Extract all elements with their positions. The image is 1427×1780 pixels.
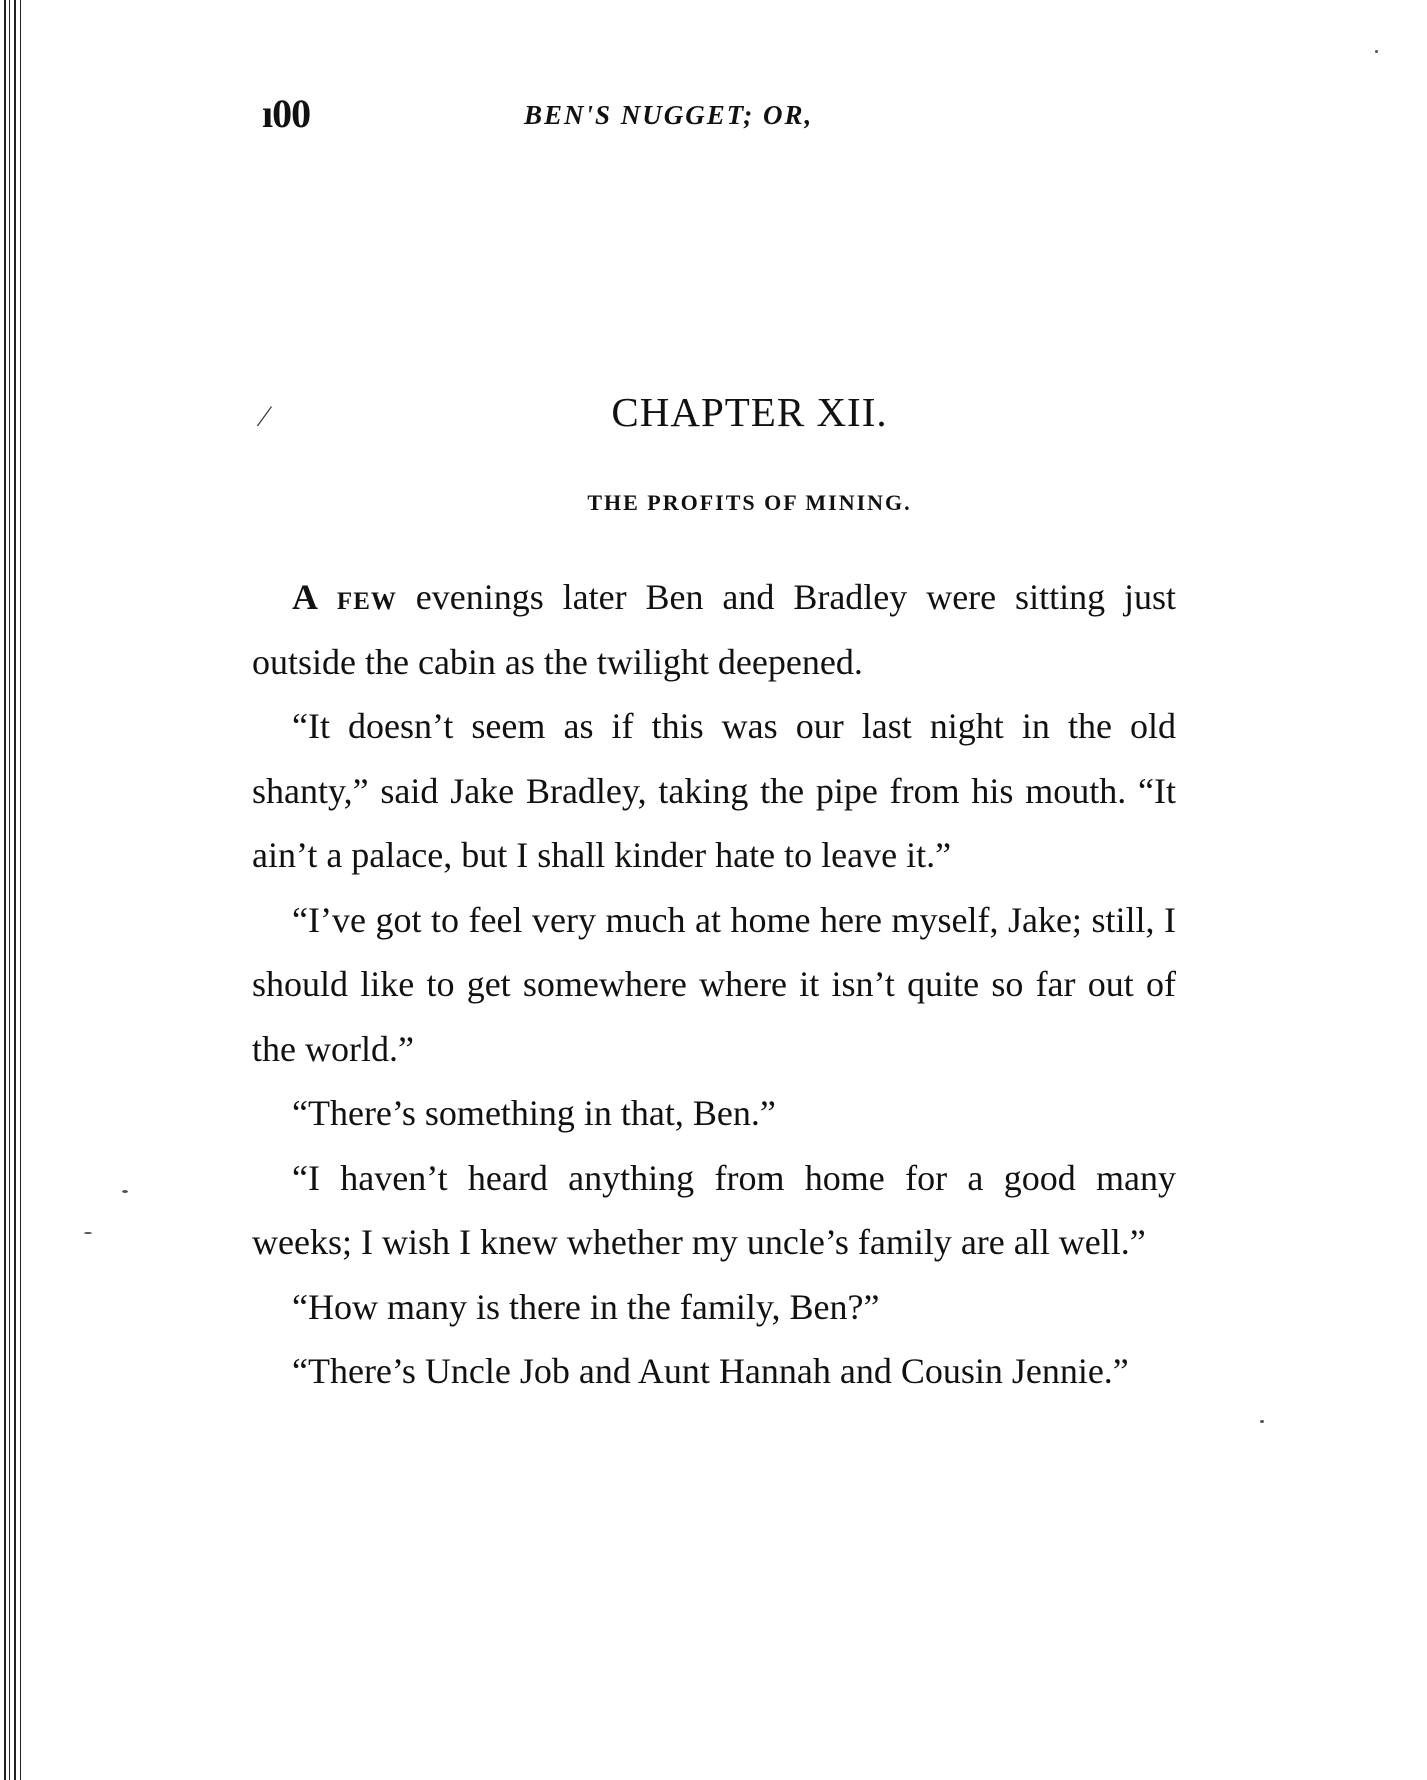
scan-speck [84,1232,92,1234]
opening-text: evenings later Ben and Bradley were sitting just outside the cabin as the twilight deepened. [252,577,1177,682]
paragraph: “I haven’t heard anything from home for a good many weeks; I wish I knew whether my uncle’s family are all well.” [252,1157,1176,1262]
body-text [252,565,1176,1404]
lead-letter: A [292,577,318,617]
running-head: BEN'S NUGGET; OR, [524,100,814,130]
chapter-title: CHAPTER XII. [611,389,888,435]
scan-speck [1260,1420,1264,1423]
lead-smallcaps: few [336,577,397,617]
paragraph: “There’s something in that, Ben.” [292,1093,776,1133]
chapter-subtitle: THE PROFITS OF MINING. [587,490,912,515]
binding-edge [0,0,30,1780]
scan-speck [122,1190,128,1193]
paragraph: “There’s Uncle Job and Aunt Hannah and Cousin Jennie.” [292,1351,1129,1391]
paragraph: “How many is there in the family, Ben?” [292,1286,880,1327]
scan-speck [1375,50,1378,53]
stray-pen-mark: ⁄ [262,400,268,433]
paragraph: “I’ve got to feel very much at home here myself, Jake; still, I should like to get somewhere where it isn’t quite so far out of the world.” [252,899,1176,1069]
paragraph-opening [252,565,1176,694]
page-number: ı00 [262,91,311,136]
paragraph: “It doesn’t seem as if this was our last night in the old shanty,” said Jake Bradley, taking the pipe from his mouth. “It ain’t a palace, but I shall kinder hate to leave it.” [252,706,1176,875]
